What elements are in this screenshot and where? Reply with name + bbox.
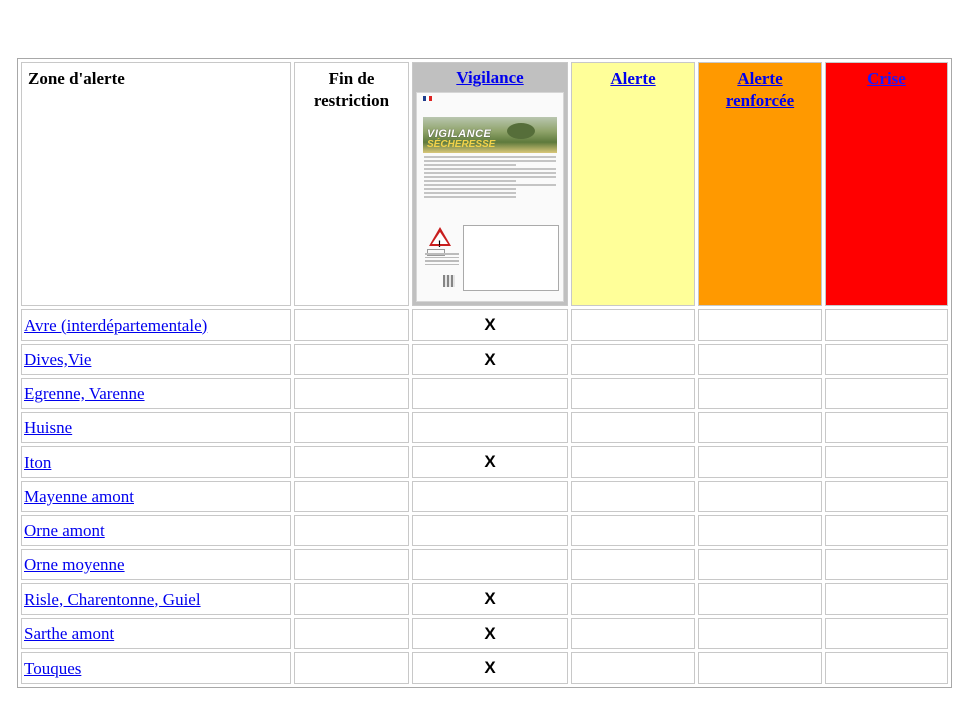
table-row (21, 618, 948, 649)
fin-cell (294, 412, 409, 443)
alerte-renforcee-cell (698, 446, 822, 478)
zone-cell (21, 344, 291, 375)
crise-header (825, 62, 948, 306)
qr-code-icon (443, 275, 455, 287)
table-row (21, 583, 948, 615)
vigilance-cell: X (412, 344, 568, 375)
table-row (21, 446, 948, 478)
zone-link[interactable]: Touques (24, 658, 82, 678)
crise-cell (825, 309, 948, 341)
zone-link[interactable]: Huisne (24, 418, 73, 437)
alerte-renforcee-cell (698, 652, 822, 684)
poster-title: VIGILANCE (427, 128, 492, 140)
table-row (21, 515, 948, 546)
fin-cell (294, 618, 409, 649)
zone-cell (21, 412, 291, 443)
crise-cell (825, 583, 948, 615)
fin-restriction-label: Fin de restriction (313, 69, 390, 110)
alerte-renforcee-cell (698, 618, 822, 649)
vigilance-cell (412, 481, 568, 512)
vigilance-cell (412, 378, 568, 409)
fin-cell (294, 378, 409, 409)
alerte-cell (571, 549, 695, 580)
crise-cell (825, 378, 948, 409)
alerte-renforcee-cell (698, 378, 822, 409)
table-row (21, 652, 948, 684)
poster-subtitle: SÉCHERESSE (427, 139, 496, 150)
zone-cell (21, 652, 291, 684)
crise-link[interactable]: Crise (867, 69, 906, 88)
crise-cell (825, 344, 948, 375)
alerte-link[interactable]: Alerte (610, 69, 656, 88)
alerte-renforcee-link[interactable]: Alerte renforcée (725, 69, 795, 110)
zone-link[interactable]: Risle, Charentonne, Guiel (24, 589, 201, 609)
table-row (21, 412, 948, 443)
zone-header: Zone d'alerte (21, 62, 291, 306)
zone-cell (21, 515, 291, 546)
zone-cell (21, 378, 291, 409)
vigilance-cell: X (412, 309, 568, 341)
table-row (21, 549, 948, 580)
alerte-renforcee-cell (698, 412, 822, 443)
exclamation-icon: ! (438, 239, 441, 249)
crise-cell (825, 515, 948, 546)
poster-photo (423, 117, 557, 153)
zone-link[interactable]: Iton (24, 452, 52, 472)
alerte-header (571, 62, 695, 306)
alerte-cell (571, 515, 695, 546)
alerte-renforcee-cell (698, 344, 822, 375)
fin-cell (294, 446, 409, 478)
zone-link[interactable]: Mayenne amont (24, 487, 134, 506)
fin-cell (294, 652, 409, 684)
tree-image (507, 123, 535, 139)
vigilance-cell (412, 549, 568, 580)
table-row (21, 378, 948, 409)
zone-link[interactable]: Orne moyenne (24, 555, 125, 574)
fin-cell (294, 583, 409, 615)
fin-cell (294, 481, 409, 512)
vigilance-cell (412, 515, 568, 546)
table-row (21, 481, 948, 512)
vigilance-cell: X (412, 652, 568, 684)
vigilance-cell: X (412, 446, 568, 478)
alerte-renforcee-cell (698, 583, 822, 615)
fin-cell (294, 515, 409, 546)
alerte-cell (571, 446, 695, 478)
marianne-logo (423, 96, 432, 101)
alerte-renforcee-cell (698, 515, 822, 546)
crise-cell (825, 481, 948, 512)
alerte-cell (571, 309, 695, 341)
vigilance-cell: X (412, 583, 568, 615)
alerte-renforcee-header (698, 62, 822, 306)
alerte-cell (571, 618, 695, 649)
zone-cell (21, 481, 291, 512)
fin-cell (294, 549, 409, 580)
alerte-cell (571, 412, 695, 443)
vigilance-link[interactable]: Vigilance (456, 68, 524, 87)
alerte-cell (571, 344, 695, 375)
header-row (21, 62, 948, 306)
zone-link[interactable]: Sarthe amont (24, 624, 115, 643)
alerte-renforcee-cell (698, 481, 822, 512)
zone-cell (21, 583, 291, 615)
vigilance-secheresse-poster (416, 92, 564, 302)
zone-cell (21, 446, 291, 478)
poster-small-text (425, 253, 459, 267)
zone-link[interactable]: Dives,Vie (24, 350, 92, 369)
vigilance-cell (412, 412, 568, 443)
alerte-renforcee-cell (698, 309, 822, 341)
zone-link[interactable]: Orne amont (24, 521, 105, 540)
zone-link[interactable]: Egrenne, Varenne (24, 384, 145, 403)
vigilance-cell: X (412, 618, 568, 649)
vigilance-header (412, 62, 568, 306)
table-row (21, 309, 948, 341)
crise-cell (825, 652, 948, 684)
alerte-renforcee-cell (698, 549, 822, 580)
crise-cell (825, 618, 948, 649)
crise-cell (825, 549, 948, 580)
zone-cell (21, 549, 291, 580)
poster-text-lines (424, 156, 556, 198)
poster-header (417, 93, 563, 117)
zone-cell (21, 618, 291, 649)
table-row (21, 344, 948, 375)
alerte-cell (571, 583, 695, 615)
fin-cell (294, 344, 409, 375)
alert-zones-table (17, 58, 952, 688)
crise-cell (825, 446, 948, 478)
alerte-cell (571, 378, 695, 409)
crise-cell (825, 412, 948, 443)
fin-cell (294, 309, 409, 341)
zone-link[interactable]: Avre (interdépartementale) (24, 315, 208, 335)
poster-bottom (423, 225, 558, 295)
zone-cell (21, 309, 291, 341)
poster-blank-box (463, 225, 559, 291)
alerte-cell (571, 481, 695, 512)
fin-restriction-header (294, 62, 409, 306)
alerte-cell (571, 652, 695, 684)
